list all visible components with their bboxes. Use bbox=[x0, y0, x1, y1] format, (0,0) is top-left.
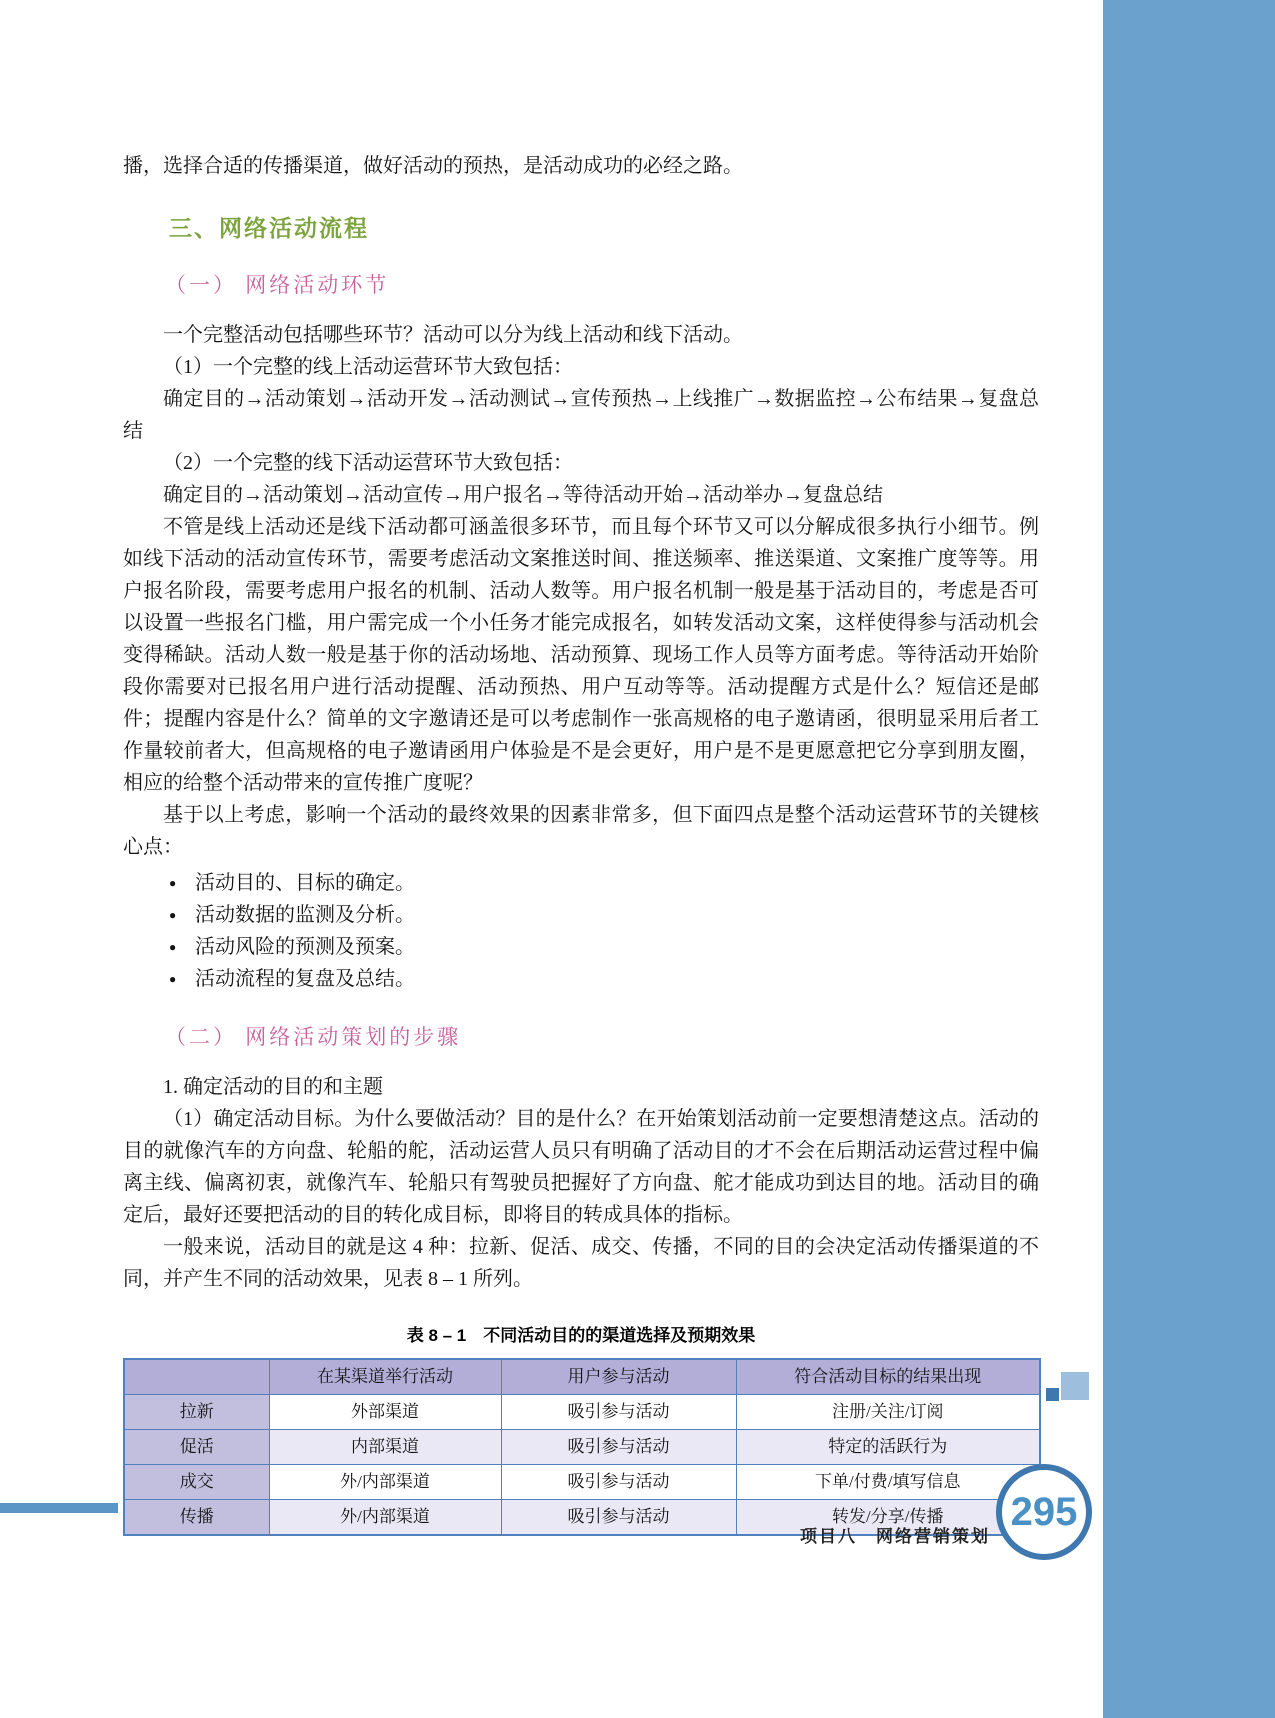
list-item: ● 活动目的、目标的确定。 bbox=[169, 867, 1039, 899]
table-cell: 特定的活跃行为 bbox=[736, 1430, 1040, 1465]
table-cell: 外部渠道 bbox=[269, 1395, 501, 1430]
subsection-heading-1: （一） 网络活动环节 bbox=[165, 273, 390, 297]
table-header-cell: 在某渠道举行活动 bbox=[269, 1359, 501, 1395]
paragraph-four-types: 一般来说，活动目的就是这 4 种：拉新、促活、成交、传播，不同的目的会决定活动传播渠道的不同，并产生不同的活动效果，见表 8 – 1 所列。 bbox=[123, 1236, 1039, 1290]
table-cell: 转发/分享/传播 bbox=[736, 1500, 1040, 1536]
table-cell: 外/内部渠道 bbox=[269, 1465, 501, 1500]
table-cell: 吸引参与活动 bbox=[501, 1430, 736, 1465]
table-header-row bbox=[124, 1359, 1040, 1395]
list-item: ● 活动风险的预测及预案。 bbox=[169, 931, 1039, 963]
page-number: 295 bbox=[1010, 1489, 1078, 1534]
table-cell: 内部渠道 bbox=[269, 1430, 501, 1465]
table-cell: 吸引参与活动 bbox=[501, 1395, 736, 1430]
table-row bbox=[124, 1395, 1040, 1430]
paragraph-online-label: （1）一个完整的线上活动运营环节大致包括： bbox=[163, 356, 573, 378]
paragraph-goal: （1）确定活动目标。为什么要做活动？目的是什么？在开始策划活动前一定要想清楚这点。活动的目的就像汽车的方向盘、轮船的舵，活动运营人员只有明确了活动目的才不会在后期活动运营过程中偏离主线、偏离初衷，就像汽车、轮船只有驾驶员把握好了方向盘、舵才能成功到达目的地。活动目的确定后，最好还要把活动的目的转化成目标，即将目的转成具体的指标。 bbox=[123, 1108, 1039, 1226]
table-cell: 下单/付费/填写信息 bbox=[736, 1465, 1040, 1500]
stair-decoration-large bbox=[1061, 1372, 1089, 1400]
activity-channel-table bbox=[123, 1358, 1041, 1536]
paragraph-offline-label: （2）一个完整的线下活动运营环节大致包括： bbox=[163, 452, 573, 474]
step-title: 1. 确定活动的目的和主题 bbox=[163, 1076, 383, 1098]
paragraph-summary: 基于以上考虑，影响一个活动的最终效果的因素非常多，但下面四点是整个活动运营环节的关键核心点： bbox=[123, 804, 1039, 858]
table-cell: 吸引参与活动 bbox=[501, 1465, 736, 1500]
stair-decoration-small bbox=[1046, 1388, 1059, 1401]
table-header-cell bbox=[124, 1359, 269, 1395]
row-label: 拉新 bbox=[124, 1395, 269, 1430]
list-item: ● 活动流程的复盘及总结。 bbox=[169, 963, 1039, 995]
row-label: 成交 bbox=[124, 1465, 269, 1500]
paragraph-intro: 一个完整活动包括哪些环节？活动可以分为线上活动和线下活动。 bbox=[163, 324, 743, 346]
page-number-badge bbox=[996, 1464, 1092, 1560]
footer-chapter-title: 项目八 网络营销策划 bbox=[800, 1527, 990, 1546]
page-content bbox=[123, 150, 1039, 1536]
row-label: 传播 bbox=[124, 1500, 269, 1536]
table-caption: 表 8 – 1 不同活动目的的渠道选择及预期效果 bbox=[406, 1326, 756, 1345]
table-row bbox=[124, 1430, 1040, 1465]
paragraph-detail: 不管是线上活动还是线下活动都可涵盖很多环节，而且每个环节又可以分解成很多执行小细节。例如线下活动的活动宣传环节，需要考虑活动文案推送时间、推送频率、推送渠道、文案推广度等等。用户报名阶段，需要考虑用户报名的机制、活动人数等。用户报名机制一般是基于活动目的，考虑是否可以设置一些报名门槛，用户需完成一个小任务才能完成报名，如转发活动文案，这样使得参与活动机会变得稀缺。活动人数一般是基于你的活动场地、活动预算、现场工作人员等方面考虑。等待活动开始阶段你需要对已报名用户进行活动提醒、活动预热、用户互动等等。活动提醒方式是什么？短信还是邮件；提醒内容是什么？简单的文字邀请还是可以考虑制作一张高规格的电子邀请函，很明显采用后者工作量较前者大，但高规格的电子邀请函用户体验是不是会更好，用户是不是更愿意把它分享到朋友圈，相应的给整个活动带来的宣传推广度呢？ bbox=[123, 516, 1039, 794]
lead-paragraph: 播，选择合适的传播渠道，做好活动的预热，是活动成功的必经之路。 bbox=[123, 155, 743, 177]
flow-line-offline: 确定目的→活动策划→活动宣传→用户报名→等待活动开始→活动举办→复盘总结 bbox=[163, 484, 883, 506]
right-margin-band bbox=[1103, 0, 1275, 1718]
row-label: 促活 bbox=[124, 1430, 269, 1465]
key-points-list bbox=[169, 867, 1039, 995]
subsection-heading-2: （二） 网络活动策划的步骤 bbox=[165, 1025, 462, 1049]
section-heading: 三、网络活动流程 bbox=[169, 215, 369, 241]
table-cell: 吸引参与活动 bbox=[501, 1500, 736, 1536]
table-header-cell: 用户参与活动 bbox=[501, 1359, 736, 1395]
table-cell: 外/内部渠道 bbox=[269, 1500, 501, 1536]
footer-left-bar bbox=[0, 1503, 118, 1513]
table-header-cell: 符合活动目标的结果出现 bbox=[736, 1359, 1040, 1395]
flow-line-online: 确定目的→活动策划→活动开发→活动测试→宣传预热→上线推广→数据监控→公布结果→复盘总结 bbox=[123, 388, 1039, 442]
table-cell: 注册/关注/订阅 bbox=[736, 1395, 1040, 1430]
table-row bbox=[124, 1465, 1040, 1500]
list-item: ● 活动数据的监测及分析。 bbox=[169, 899, 1039, 931]
